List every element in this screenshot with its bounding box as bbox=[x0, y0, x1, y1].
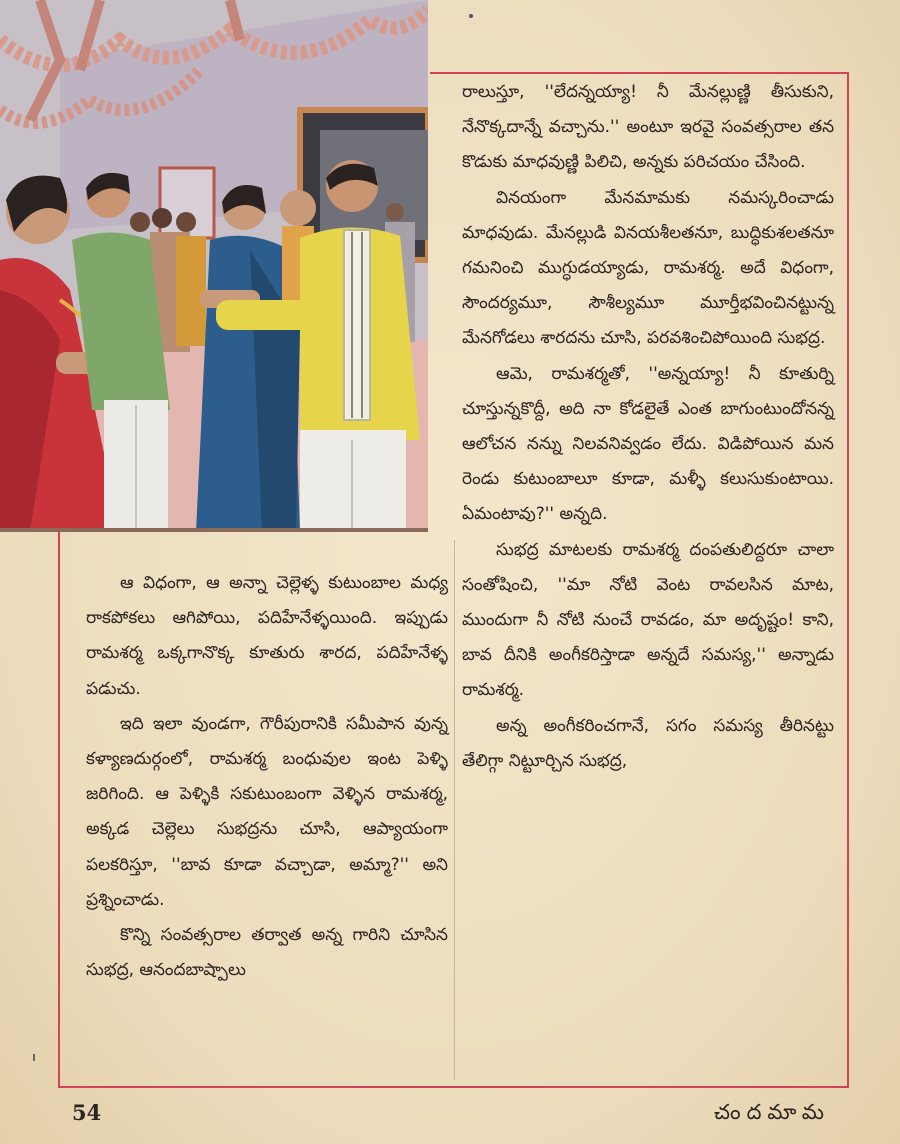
paragraph: రాలుస్తూ, ''లేదన్నయ్యా! నీ మేనల్లుణ్ణి తీసుకుని, నేనొక్కదాన్నే వచ్చాను.'' అంటూ ఇరవై సంవత్సరాల తన కొడుకు మాధవుణ్ణి పిలిచి, అన్నకు పరిచయం చేసింది. bbox=[462, 82, 834, 173]
paragraph: వినయంగా మేనమామకు నమస్కరించాడు మాధవుడు. మేనల్లుడి వినయశీలతనూ, బుద్ధికుశలతనూ గమనించి ముగ్ధుడయ్యాడు, రామశర్మ. అదే విధంగా, సౌందర్యమూ, సౌశీల్యమూ మూర్తీభవించినట్టున్న మేనగోడలు శారదను చూసి, పరవశించిపోయింది సుభద్ర. bbox=[462, 187, 834, 349]
frame-bottom bbox=[58, 1086, 849, 1088]
paragraph: ఆమె, రామశర్మతో, ''అన్నయ్యా! నీ కూతుర్ని చూస్తున్నకొద్దీ, అది నా కోడలైతే ఎంత బాగుంటుందోనన్న ఆలోచన నన్ను నిలవనివ్వడం లేదు. విడిపోయిన మన రెండు కుటుంబాలూ కూడా, మళ్ళీ కలుసుకుంటాయి. ఏమంటావు?'' అన్నది. bbox=[462, 363, 834, 525]
wedding-scene-drawing bbox=[0, 0, 428, 532]
paragraph: ఆ విధంగా, ఆ అన్నా చెల్లెళ్ళ కుటుంబాల మధ్య రాకపోకలు ఆగిపోయి, పదిహేనేళ్ళయింది. ఇప్పుడు రామశర్మ ఒక్కగానొక్క కూతురు శారద, పదిహేనేళ్ళ పడుచు. bbox=[86, 573, 448, 699]
left-text-column bbox=[86, 566, 448, 988]
right-text-column bbox=[462, 75, 834, 779]
paragraph: సుభద్ర మాటలకు రామశర్మ దంపతులిద్దరూ చాలా సంతోషించి, ''మా నోటి వెంట రావలసిన మాట, ముందుగా నీ నోటి నుంచే రావడం, మా అదృష్టం! కాని, బావ దీనికి అంగీకరిస్తాడా అన్నదే సమస్య,'' అన్నాడు రామశర్మ. bbox=[462, 539, 834, 701]
frame-left bbox=[58, 532, 60, 1088]
paragraph: కొన్ని సంవత్సరాల తర్వాత అన్న గారిని చూసిన సుభద్ర, ఆనందబాష్పాలు bbox=[86, 925, 448, 981]
magazine-name: చందమామ bbox=[714, 1100, 830, 1124]
column-divider bbox=[454, 540, 455, 1080]
paragraph: ఇది ఇలా వుండగా, గౌరీపురానికి సమీపాన వున్న కళ్యాణదుర్గంలో, రామశర్మ బంధువుల ఇంట పెళ్ళి జరిగింది. ఆ పెళ్ళికి సకుటుంబంగా వెళ్ళిన రామశర్మ, అక్కడ చెల్లెలు సుభద్రను చూసి, ఆప్యాయంగా పలకరిస్తూ, ''బావ కూడా వచ్చాడా, అమ్మా?'' అని ప్రశ్నించాడు. bbox=[86, 713, 448, 910]
frame-top bbox=[430, 72, 849, 74]
paragraph: అన్న అంగీకరించగానే, సగం సమస్య తీరినట్టు తేలిగ్గా నిట్టూర్చిన సుభద్ర, bbox=[462, 715, 834, 771]
story-illustration bbox=[0, 0, 428, 532]
frame-right bbox=[847, 72, 849, 1088]
page-number: 54 bbox=[72, 1100, 102, 1125]
margin-mark bbox=[33, 1054, 35, 1061]
print-speck bbox=[469, 14, 473, 18]
